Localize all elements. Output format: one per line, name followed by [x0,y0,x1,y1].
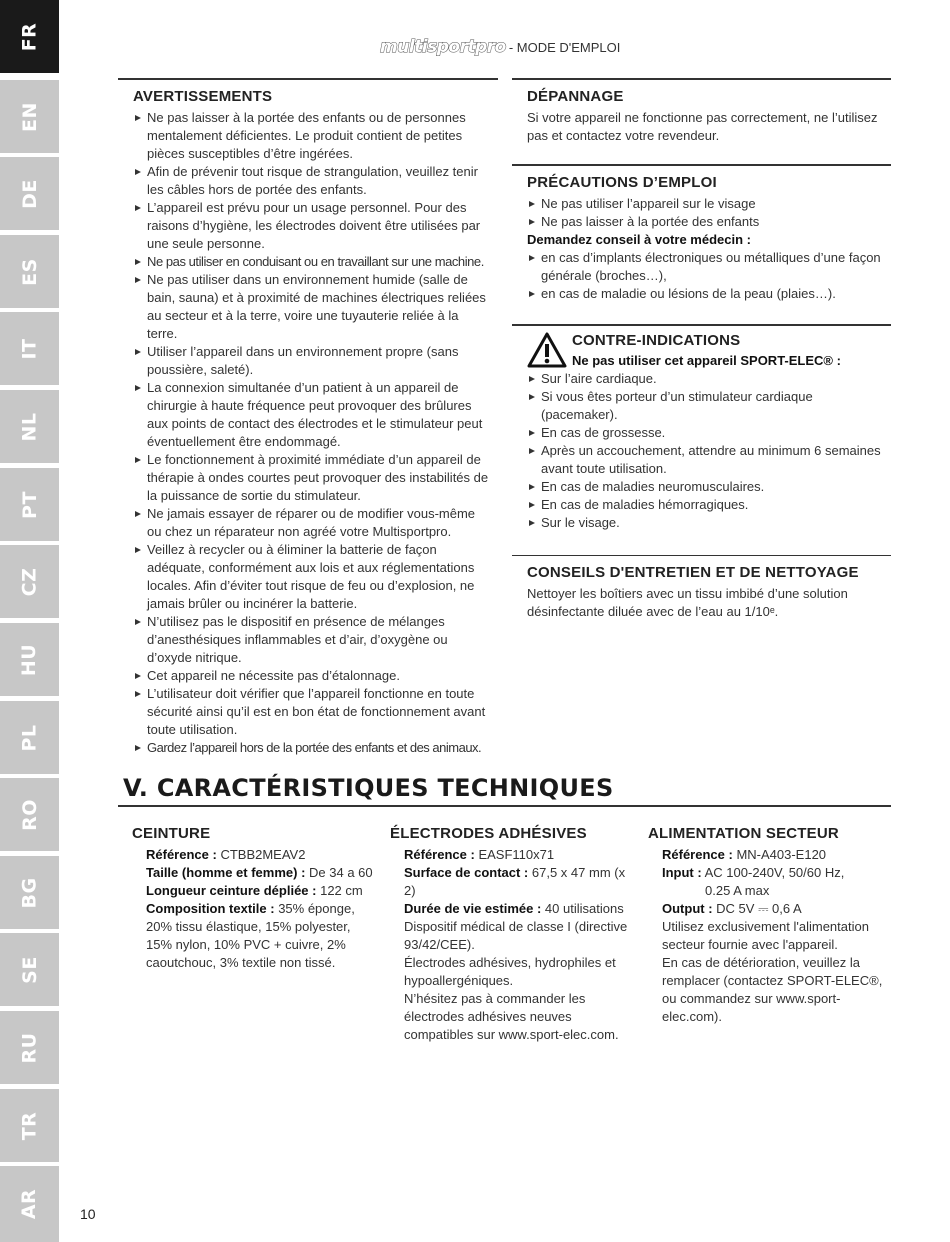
spec-electrodes [390,825,635,1044]
spec-text: Utilisez exclusivement l'alimentation secteur fournie avec l'appareil. [662,919,869,952]
doctor-advice-list [527,249,885,303]
spec-value: DC 5V ⎓ 0,6 A [716,901,802,916]
lang-tab-en[interactable] [0,80,59,153]
lang-tab-pt[interactable] [0,468,59,541]
lang-tab-es[interactable] [0,235,59,308]
lang-tab-label: AR [18,1188,41,1220]
list-item: en cas de maladie ou lésions de la peau (plaies…). [527,285,885,303]
list-item: En cas de maladies hémorragiques. [527,496,885,514]
lang-tab-ro[interactable] [0,778,59,851]
lang-tab-it[interactable] [0,312,59,385]
list-item: Ne jamais essayer de réparer ou de modifier vous-même ou chez un réparateur non agréé votre Multisportpro. [133,505,492,541]
list-item: en cas d’implants électroniques ou métalliques d’une façon générale (broches…), [527,249,885,285]
contre-indications-header [527,332,891,368]
precautions-list [527,195,885,231]
lang-tab-label: DE [18,178,41,209]
lang-tab-hu[interactable] [0,623,59,696]
section-title: DÉPANNAGE [527,88,624,105]
lang-tab-label: EN [18,101,41,132]
list-item: Utiliser l’appareil dans un environnement propre (sans poussière, saleté). [133,343,492,379]
spec-value: 40 utilisations [544,901,624,916]
spec-title: ÉLECTRODES ADHÉSIVES [390,825,587,842]
contre-indications-subtitle: Ne pas utiliser cet appareil SPORT-ELEC® : [572,353,841,368]
spec-line [662,900,891,918]
brand-logo: multisportpro [380,37,506,57]
contre-indications-list [527,370,885,532]
lang-tab-cz[interactable] [0,545,59,618]
section-entretien [512,555,891,621]
spec-label: Output : [662,901,713,916]
spec-label: Longueur ceinture dépliée : [146,883,317,898]
list-item: Ne pas utiliser dans un environnement humide (salle de bain, sauna) et à proximité de machines électriques reliées au secteur et à la terre, voire une tuyauterie reliée à la terre. [133,271,492,343]
spec-value: AC 100-240V, 50/60 Hz, [704,865,845,880]
section-contre-indications [512,324,891,532]
section-title: PRÉCAUTIONS D’EMPLOI [527,174,717,191]
spec-label: Input : [662,865,702,880]
lang-tab-fr[interactable] [0,0,59,73]
list-item: En cas de maladies neuromusculaires. [527,478,885,496]
section-title: CONSEILS D'ENTRETIEN ET DE NETTOYAGE [527,564,859,581]
section-title: AVERTISSEMENTS [133,88,273,105]
spec-text: Électrodes adhésives, hydrophiles et hypoallergéniques. [404,955,616,988]
list-item: En cas de grossesse. [527,424,885,442]
spec-line [404,864,634,900]
lang-tab-label: RU [18,1031,41,1064]
doctor-advice-heading: Demandez conseil à votre médecin : [527,232,751,247]
lang-tab-de[interactable] [0,157,59,230]
section-title: CONTRE-INDICATIONS [572,332,741,349]
spec-line [662,846,891,864]
lang-tab-label: FR [18,22,41,51]
list-item: Veillez à recycler ou à éliminer la batterie de façon adéquate, conformément aux lois et aux réglementations locales. Afin d’éviter tout risque de feu ou d’explosion, ne jamais brûler ou incinérer la batterie. [133,541,492,613]
page-section-title: V. CARACTÉRISTIQUES TECHNIQUES [118,774,891,807]
spec-label: Référence : [404,847,475,862]
lang-tab-label: IT [18,337,41,360]
spec-value: De 34 a 60 [309,865,373,880]
spec-body [662,846,891,1026]
spec-label: Taille (homme et femme) : [146,865,306,880]
language-sidebar [0,0,59,1242]
list-item: Sur l’aire cardiaque. [527,370,885,388]
spec-line [404,900,634,918]
list-item: Après un accouchement, attendre au minimum 6 semaines avant toute utilisation. [527,442,885,478]
lang-tab-label: NL [18,411,41,442]
section-precautions [512,164,891,303]
depannage-text: Si votre appareil ne fonctionne pas correctement, ne l’utilisez pas et contactez votre revendeur. [527,110,878,143]
list-item: Ne pas utiliser en conduisant ou en travaillant sur une machine. [133,253,492,271]
spec-value: 122 cm [320,883,363,898]
spec-value: 67,5 x 47 mm (x 2) [404,865,626,898]
spec-value: 35% éponge, 20% tissu élastique, 15% polyester, 15% nylon, 10% PVC + cuivre, 2% caoutchouc, 3% textile non tissé. [146,901,355,970]
section-depannage [512,78,891,145]
list-item: Cet appareil ne nécessite pas d’étalonnage. [133,667,492,685]
lang-tab-label: SE [18,955,41,984]
spec-value: MN-A403-E120 [736,847,827,862]
list-item: N’utilisez pas le dispositif en présence de mélanges d’anesthésiques inflammables et d’air, d’oxygène ou d’oxyde nitrique. [133,613,492,667]
spec-text: N’hésitez pas à commander les électrodes adhésives neuves compatibles sur www.sport-elec.com. [404,991,619,1042]
spec-line [146,846,377,864]
warning-triangle-icon [527,332,567,368]
list-item: Si vous êtes porteur d’un stimulateur cardiaque (pacemaker). [527,388,885,424]
spec-line [146,900,364,972]
spec-text: Dispositif médical de classe I (directive 93/42/CEE). [404,919,628,952]
page-number: 10 [80,1206,96,1222]
list-item: Le fonctionnement à proximité immédiate d’un appareil de thérapie à ondes courtes peut provoquer des instabilités de la puissance de sortie du stimulateur. [133,451,492,505]
list-item: Sur le visage. [527,514,885,532]
spec-line [404,846,634,864]
list-item: Ne pas utiliser l’appareil sur le visage [527,195,885,213]
lang-tab-label: PL [18,723,41,752]
spec-line [662,864,891,882]
lang-tab-tr[interactable] [0,1089,59,1162]
spec-value: 0.25 A max [705,883,770,898]
list-item: Afin de prévenir tout risque de strangulation, veuillez tenir les câbles hors de portée des enfants. [133,163,492,199]
spec-value: CTBB2MEAV2 [220,847,306,862]
spec-alimentation [648,825,891,1026]
entretien-text: Nettoyer les boîtiers avec un tissu imbibé d’une solution désinfectante diluée avec de l’eau au 1/10ᵉ. [527,586,848,619]
spec-title: CEINTURE [132,825,211,842]
spec-body [404,846,634,1044]
list-item: Ne pas laisser à la portée des enfants [527,213,885,231]
lang-tab-label: ES [18,257,41,286]
lang-tab-label: BG [18,876,41,909]
spec-label: Durée de vie estimée : [404,901,542,916]
lang-tab-label: CZ [18,567,41,596]
lang-tab-label: PT [18,490,41,519]
spec-body [146,846,377,972]
list-item: Gardez l’appareil hors de la portée des enfants et des animaux. [133,739,492,757]
list-item: L’appareil est prévu pour un usage personnel. Pour des raisons d’hygiène, les électrodes doivent être utilisées par une seule personne. [133,199,492,253]
list-item: L’utilisateur doit vérifier que l’appareil fonctionne en toute sécurité ainsi qu’il est en bon état de fonctionnement avant toute utilisation. [133,685,492,739]
spec-label: Référence : [146,847,217,862]
lang-tab-nl[interactable] [0,390,59,463]
spec-ceinture [132,825,377,972]
warning-list [133,109,492,757]
lang-tab-label: TR [18,1111,41,1140]
header-subtitle: - MODE D'EMPLOI [508,39,621,55]
lang-tab-label: RO [18,798,41,831]
lang-tab-se[interactable] [0,933,59,1006]
precautions-body [527,195,885,303]
spec-text: En cas de détérioration, veuillez la remplacer (contactez SPORT-ELEC®, ou commandez sur www.sport-elec.com). [662,955,883,1024]
lang-tab-ru[interactable] [0,1011,59,1084]
spec-title: ALIMENTATION SECTEUR [648,825,839,842]
spec-label: Référence : [662,847,733,862]
spec-value: EASF110x71 [478,847,555,862]
lang-tab-ar[interactable] [0,1166,59,1242]
section-avertissements [118,78,498,757]
lang-tab-pl[interactable] [0,701,59,774]
lang-tab-label: HU [18,643,41,676]
spec-label: Surface de contact : [404,865,529,880]
spec-line [146,864,377,882]
spec-line [146,882,377,900]
lang-tab-bg[interactable] [0,856,59,929]
page-header [380,36,620,58]
spec-label: Composition textile : [146,901,275,916]
contre-indications-titles [572,332,841,368]
list-item: La connexion simultanée d’un patient à un appareil de chirurgie à haute fréquence peut provoquer des brûlures aux points de contact des électrodes et le stimulateur peut éventuellement être endommagé. [133,379,492,451]
list-item: Ne pas laisser à la portée des enfants ou de personnes mentalement déficientes. Le produit contient de petites pièces susceptibles d’être ingérées. [133,109,492,163]
